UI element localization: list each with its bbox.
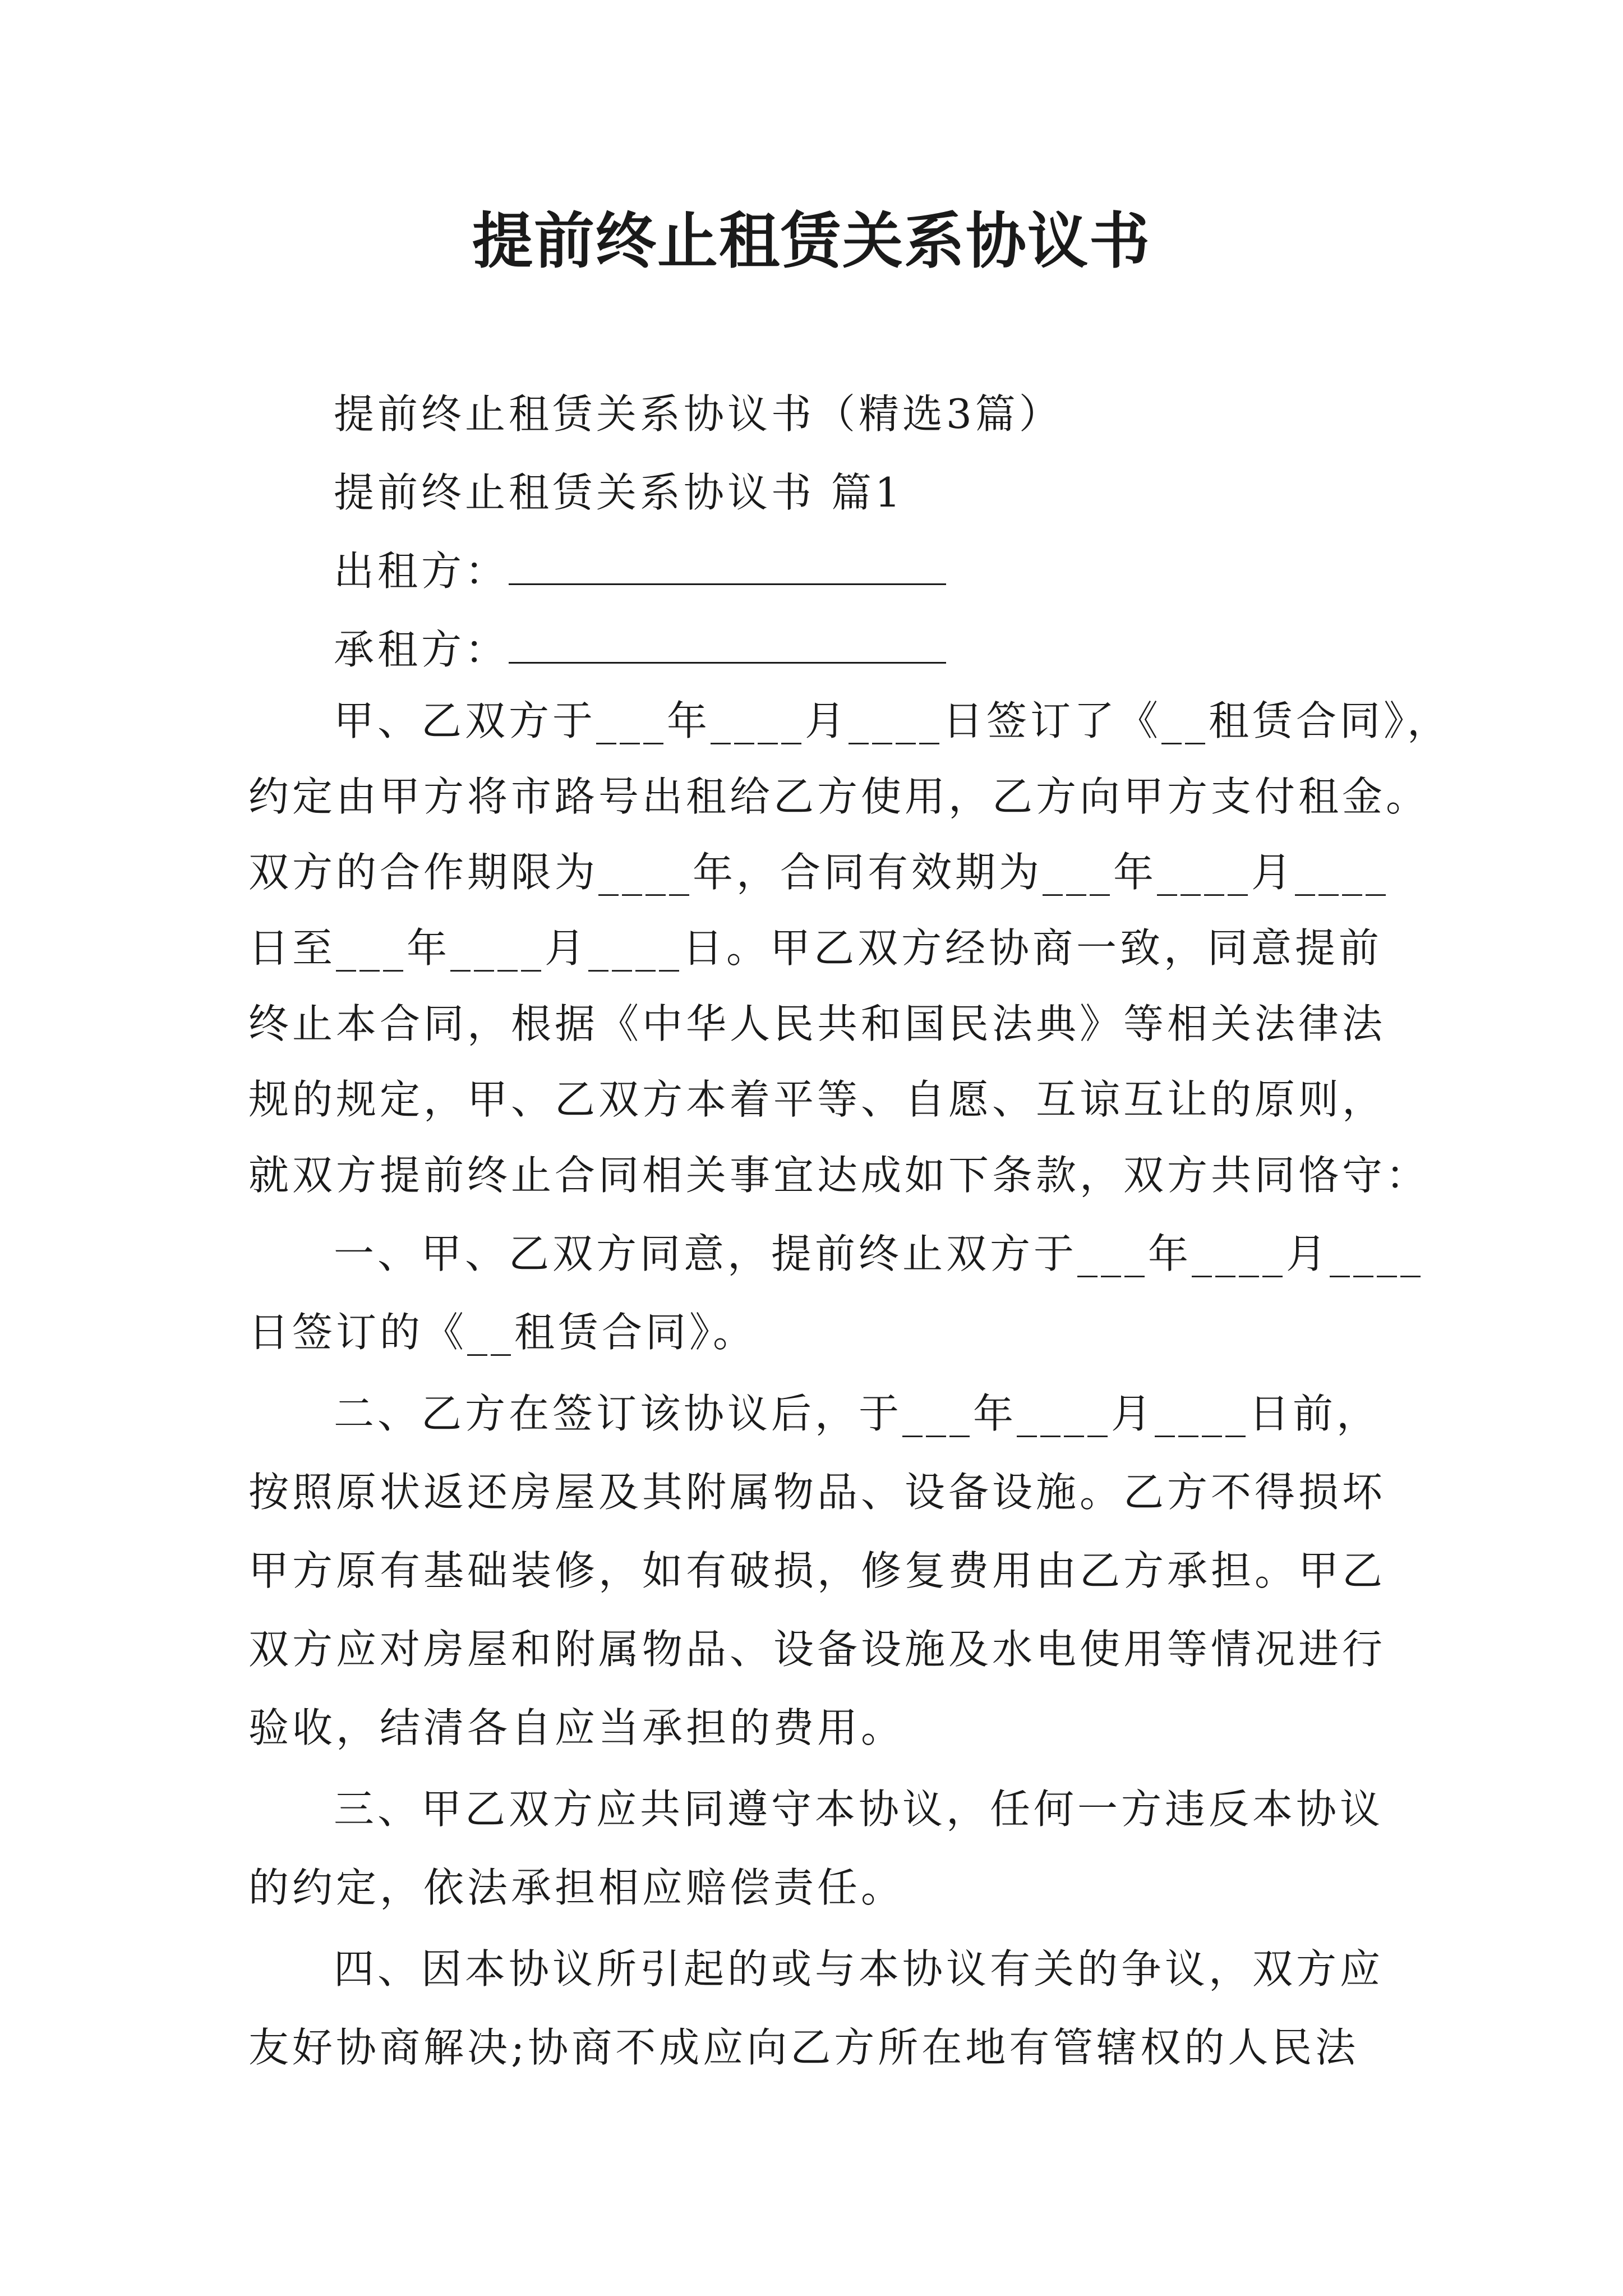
- intro-line: 约定由甲方将市路号出租给乙方使用，乙方向甲方支付租金。: [248, 773, 1430, 820]
- clause-1-line: 日签订的《__租赁合同》。: [248, 1309, 757, 1356]
- document-subtitle: 提前终止租赁关系协议书（精选3篇）: [334, 390, 1063, 438]
- clause-2-line: 甲方原有基础装修，如有破损，修复费用由乙方承担。甲乙: [248, 1547, 1386, 1594]
- intro-line: 日至___年____月____日。甲乙双方经协商一致，同意提前: [248, 924, 1383, 972]
- clause-3-line: 三、甲乙双方应共同遵守本协议，任何一方违反本协议: [334, 1786, 1384, 1833]
- clause-3-line: 的约定，依法承担相应赔偿责任。: [248, 1864, 905, 1911]
- clause-4-line: 友好协商解决;协商不成应向乙方所在地有管辖权的人民法: [248, 2024, 1359, 2071]
- lessee-label: 承租方：: [334, 626, 509, 673]
- intro-line: 甲、乙双方于___年____月____日签订了《__租赁合同》，: [334, 697, 1451, 744]
- clause-2-line: 按照原状返还房屋及其附属物品、设备设施。乙方不得损坏: [248, 1469, 1386, 1516]
- intro-line: 终止本合同，根据《中华人民共和国民法典》等相关法律法: [248, 1000, 1386, 1047]
- lessor-line: [334, 543, 1534, 599]
- lessor-blank: [509, 550, 946, 585]
- clause-2-line: 验收，结清各自应当承担的费用。: [248, 1704, 905, 1751]
- intro-line: 就双方提前终止合同相关事宜达成如下条款，双方共同恪守：: [248, 1152, 1430, 1199]
- clause-4-line: 四、因本协议所引起的或与本协议有关的争议，双方应: [334, 1945, 1384, 1993]
- clause-2-line: 二、乙方在签订该协议后，于___年____月____日前，: [334, 1390, 1381, 1437]
- lessee-blank: [509, 628, 946, 664]
- clause-2-line: 双方应对房屋和附属物品、设备设施及水电使用等情况进行: [248, 1626, 1386, 1673]
- lessee-line: [334, 622, 1534, 678]
- section-heading: 提前终止租赁关系协议书 篇1: [334, 469, 904, 516]
- document-title: 提前终止租赁关系协议书: [472, 206, 1151, 277]
- intro-line: 双方的合作期限为____年，合同有效期为___年____月____: [248, 849, 1390, 896]
- lessor-label: 出租方：: [334, 547, 509, 595]
- intro-line: 规的规定，甲、乙双方本着平等、自愿、互谅互让的原则，: [248, 1076, 1386, 1123]
- clause-1-line: 一、甲、乙双方同意，提前终止双方于___年____月____: [334, 1230, 1424, 1277]
